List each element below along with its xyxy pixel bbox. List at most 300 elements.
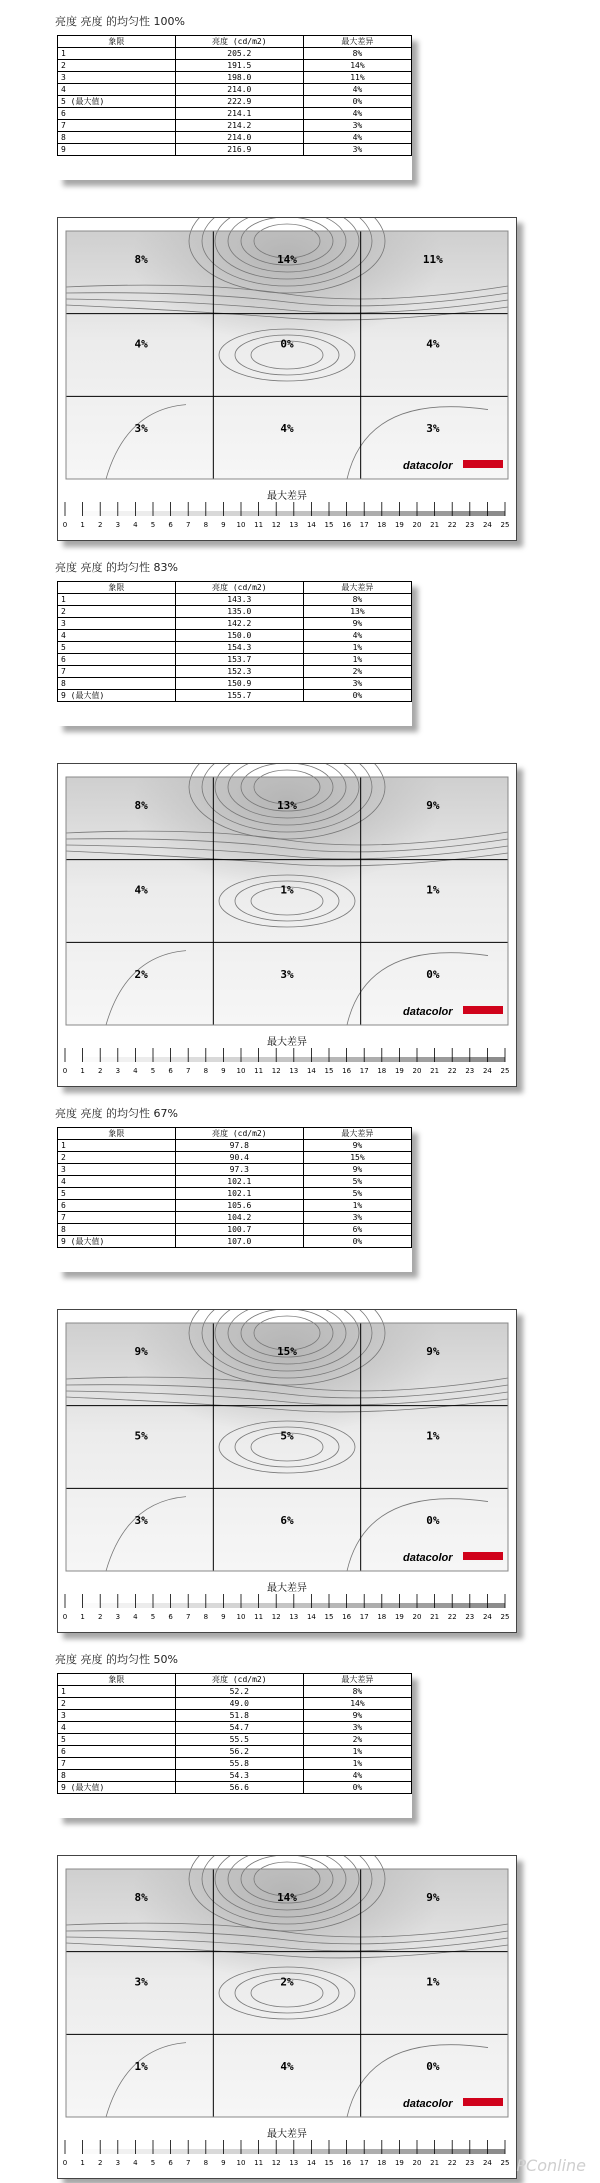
scale-tick-label: 0	[62, 521, 68, 529]
scale-tick-label: 19	[394, 1067, 404, 1075]
scale-swatch	[364, 511, 382, 516]
table-cell: 4%	[303, 84, 411, 96]
scale-swatch	[188, 1603, 206, 1608]
quadrant-value-label: 9%	[134, 1345, 148, 1359]
uniformity-heatmap	[57, 1855, 517, 2179]
scale-swatch	[241, 2149, 259, 2154]
scale-swatch	[435, 1057, 453, 1062]
scale-swatch	[382, 2149, 400, 2154]
quadrant-value-label: 6%	[280, 1513, 294, 1527]
table-cell: 104.2	[175, 1212, 303, 1224]
scale-tick-label: 5	[150, 521, 156, 529]
table-row	[58, 1698, 412, 1710]
scale-swatch	[399, 2149, 417, 2154]
table-cell: 1	[58, 1140, 176, 1152]
scale-swatch	[435, 2149, 453, 2154]
table-cell: 8%	[303, 1686, 411, 1698]
scale-tick-label: 12	[271, 1613, 281, 1621]
scale-swatch	[171, 1057, 189, 1062]
table-row	[58, 1164, 412, 1176]
table-header: 亮度 (cd/m2)	[175, 582, 303, 594]
scale-swatch	[470, 2149, 488, 2154]
scale-tick-label: 10	[236, 1613, 246, 1621]
scale-tick-label: 12	[271, 2159, 281, 2167]
luminance-table	[57, 581, 412, 726]
scale-tick-label: 0	[62, 1067, 68, 1075]
scale-swatch	[399, 1603, 417, 1608]
table-row	[58, 1746, 412, 1758]
table-cell: 4	[58, 84, 176, 96]
table-cell: 4%	[303, 132, 411, 144]
scale-tick-label: 15	[324, 1067, 334, 1075]
table-header-row	[58, 1674, 412, 1686]
quadrant-value-label: 4%	[134, 883, 148, 897]
luminance-table	[57, 35, 412, 180]
logo-text: datacolor	[403, 2098, 453, 2110]
difference-scale	[63, 1594, 510, 1621]
table-cell: 1	[58, 48, 176, 60]
table-cell: 5	[58, 1188, 176, 1200]
scale-tick-label: 9	[221, 1613, 226, 1621]
table-header: 最大差异	[303, 1128, 411, 1140]
difference-scale	[63, 1048, 510, 1075]
scale-tick-label: 3	[115, 1613, 121, 1621]
scale-swatch	[417, 511, 435, 516]
table-cell: 0%	[303, 1236, 411, 1248]
table-cell: 7	[58, 666, 176, 678]
scale-swatch	[347, 1057, 365, 1062]
table-cell: 7	[58, 1758, 176, 1770]
quadrant-value-label: 8%	[134, 253, 148, 267]
quadrant-value-label: 1%	[134, 2059, 148, 2073]
scale-swatch	[135, 1057, 153, 1062]
table-cell: 3	[58, 1710, 176, 1722]
table-cell: 6	[58, 108, 176, 120]
quadrant-value-label: 8%	[134, 799, 148, 813]
quadrant-value-label: 9%	[426, 799, 440, 813]
scale-swatch	[259, 2149, 277, 2154]
quadrant-value-label: 1%	[426, 1429, 440, 1443]
scale-tick-label: 3	[115, 2159, 121, 2167]
scale-tick-label: 17	[359, 1613, 369, 1621]
scale-tick-label: 1	[80, 1067, 85, 1075]
table-row	[58, 96, 412, 108]
table-row	[58, 1140, 412, 1152]
table-cell: 3%	[303, 144, 411, 156]
scale-swatch	[417, 1603, 435, 1608]
scale-swatch	[399, 511, 417, 516]
scale-tick-label: 6	[168, 521, 173, 529]
scale-tick-label: 4	[133, 521, 138, 529]
uniformity-heatmap	[57, 763, 517, 1087]
scale-tick-label: 5	[150, 2159, 156, 2167]
scale-swatch	[65, 1057, 83, 1062]
uniformity-section	[0, 546, 600, 1091]
scale-tick-label: 21	[430, 2159, 440, 2167]
scale-swatch	[83, 1057, 101, 1062]
table-cell: 150.9	[175, 678, 303, 690]
scale-tick-label: 15	[324, 2159, 334, 2167]
table-header: 最大差异	[303, 1674, 411, 1686]
scale-swatch	[65, 2149, 83, 2154]
table-cell: 5%	[303, 1176, 411, 1188]
table-cell: 2%	[303, 666, 411, 678]
uniformity-heatmap	[57, 217, 517, 541]
section-title: 亮度 亮度 的均匀性 67%	[55, 1107, 178, 1120]
scale-swatch	[347, 511, 365, 516]
scale-swatch	[364, 1603, 382, 1608]
table-cell: 6	[58, 1200, 176, 1212]
table-cell: 3	[58, 1164, 176, 1176]
scale-swatch	[118, 511, 136, 516]
scale-swatch	[206, 511, 224, 516]
table-cell: 1%	[303, 1758, 411, 1770]
quadrant-value-label: 14%	[277, 253, 297, 267]
table-cell: 15%	[303, 1152, 411, 1164]
table-cell: 2%	[303, 1734, 411, 1746]
table-cell: 0%	[303, 96, 411, 108]
table-cell: 9%	[303, 1710, 411, 1722]
table-cell: 51.8	[175, 1710, 303, 1722]
section-title: 亮度 亮度 的均匀性 83%	[55, 561, 178, 574]
scale-tick-label: 16	[342, 521, 352, 529]
table-row	[58, 630, 412, 642]
table-cell: 4%	[303, 108, 411, 120]
scale-tick-label: 13	[289, 2159, 299, 2167]
table-cell: 216.9	[175, 144, 303, 156]
table-cell: 9	[58, 144, 176, 156]
scale-tick-label: 5	[150, 1067, 156, 1075]
table-cell: 55.5	[175, 1734, 303, 1746]
table-cell: 8	[58, 1224, 176, 1236]
table-row	[58, 594, 412, 606]
scale-tick-label: 16	[342, 1067, 352, 1075]
scale-swatch	[153, 2149, 171, 2154]
scale-swatch	[241, 1603, 259, 1608]
table-header: 象限	[58, 1674, 176, 1686]
quadrant-value-label: 3%	[134, 1975, 148, 1989]
table-row	[58, 1782, 412, 1794]
scale-swatch	[259, 511, 277, 516]
scale-swatch	[188, 1057, 206, 1062]
scale-swatch	[276, 1057, 294, 1062]
table-header: 象限	[58, 582, 176, 594]
scale-swatch	[135, 511, 153, 516]
scale-tick-label: 9	[221, 1067, 226, 1075]
scale-tick-label: 14	[306, 2159, 316, 2167]
scale-tick-label: 2	[97, 2159, 103, 2167]
scale-tick-label: 2	[97, 521, 103, 529]
table-header: 象限	[58, 1128, 176, 1140]
table-cell: 205.2	[175, 48, 303, 60]
scale-swatch	[364, 1057, 382, 1062]
scale-swatch	[223, 2149, 241, 2154]
quadrant-value-label: 1%	[426, 883, 440, 897]
table-cell: 56.2	[175, 1746, 303, 1758]
table-cell: 3%	[303, 678, 411, 690]
table-row	[58, 1236, 412, 1248]
scale-swatch	[206, 2149, 224, 2154]
scale-swatch	[382, 1603, 400, 1608]
table-row	[58, 1200, 412, 1212]
table-cell: 6%	[303, 1224, 411, 1236]
scale-tick-label: 13	[289, 1613, 299, 1621]
table-row	[58, 666, 412, 678]
scale-swatch	[100, 1603, 118, 1608]
scale-swatch	[417, 1057, 435, 1062]
table-cell: 4%	[303, 1770, 411, 1782]
logo-bar	[463, 1006, 503, 1014]
table-header: 象限	[58, 36, 176, 48]
scale-swatch	[399, 1057, 417, 1062]
table-row	[58, 1152, 412, 1164]
quadrant-value-label: 0%	[426, 1513, 440, 1527]
quadrant-value-label: 14%	[277, 1891, 297, 1905]
scale-tick-label: 6	[168, 2159, 173, 2167]
table-cell: 214.1	[175, 108, 303, 120]
table-cell: 214.0	[175, 132, 303, 144]
scale-swatch	[294, 2149, 312, 2154]
scale-swatch	[118, 1057, 136, 1062]
scale-swatch	[171, 511, 189, 516]
quadrant-value-label: 1%	[426, 1975, 440, 1989]
scale-swatch	[364, 2149, 382, 2154]
scale-tick-label: 21	[430, 521, 440, 529]
scale-tick-label: 4	[133, 1067, 138, 1075]
scale-swatch	[470, 1603, 488, 1608]
table-cell: 5	[58, 1734, 176, 1746]
scale-tick-label: 2	[97, 1067, 103, 1075]
table-cell: 6	[58, 1746, 176, 1758]
scale-tick-label: 12	[271, 1067, 281, 1075]
table-row	[58, 1686, 412, 1698]
table-cell: 2	[58, 1698, 176, 1710]
section-title: 亮度 亮度 的均匀性 100%	[55, 15, 185, 28]
scale-tick-label: 13	[289, 521, 299, 529]
scale-tick-label: 15	[324, 1613, 334, 1621]
quadrant-value-label: 2%	[134, 967, 148, 981]
scale-swatch	[118, 1603, 136, 1608]
scale-tick-label: 22	[447, 2159, 457, 2167]
logo-bar	[463, 2098, 503, 2106]
table-cell: 4	[58, 630, 176, 642]
table-cell: 153.7	[175, 654, 303, 666]
scale-swatch	[487, 1057, 505, 1062]
scale-swatch	[153, 511, 171, 516]
table-cell: 1%	[303, 1200, 411, 1212]
scale-swatch	[135, 2149, 153, 2154]
table-cell: 150.0	[175, 630, 303, 642]
quadrant-value-label: 4%	[134, 337, 148, 351]
table-cell: 9 (最大值)	[58, 1236, 176, 1248]
scale-swatch	[206, 1603, 224, 1608]
quadrant-value-label: 0%	[426, 967, 440, 981]
scale-swatch	[83, 511, 101, 516]
scale-title: 最大差异	[267, 491, 307, 502]
scale-tick-label: 1	[80, 1613, 85, 1621]
scale-swatch	[153, 1603, 171, 1608]
table-cell: 4%	[303, 630, 411, 642]
scale-tick-label: 5	[150, 1613, 156, 1621]
scale-title: 最大差异	[267, 1037, 307, 1048]
quadrant-value-label: 11%	[422, 253, 443, 267]
table-row	[58, 654, 412, 666]
scale-tick-label: 22	[447, 1613, 457, 1621]
table-header-row	[58, 36, 412, 48]
scale-swatch	[470, 1057, 488, 1062]
scale-tick-label: 21	[430, 1067, 440, 1075]
table-cell: 1	[58, 1686, 176, 1698]
scale-swatch	[206, 1057, 224, 1062]
scale-swatch	[188, 2149, 206, 2154]
scale-tick-label: 11	[254, 1067, 264, 1075]
table-row	[58, 618, 412, 630]
scale-swatch	[171, 1603, 189, 1608]
uniformity-section	[0, 1092, 600, 1637]
scale-swatch	[435, 511, 453, 516]
table-row	[58, 1770, 412, 1782]
table-row	[58, 1176, 412, 1188]
scale-swatch	[259, 1057, 277, 1062]
table-cell: 1%	[303, 654, 411, 666]
table-cell: 9%	[303, 618, 411, 630]
scale-tick-label: 9	[221, 521, 226, 529]
table-row	[58, 1722, 412, 1734]
table-cell: 4	[58, 1722, 176, 1734]
quadrant-value-label: 15%	[277, 1345, 297, 1359]
table-row	[58, 132, 412, 144]
quadrant-value-label: 13%	[277, 799, 297, 813]
scale-tick-label: 14	[306, 1613, 316, 1621]
scale-tick-label: 13	[289, 1067, 299, 1075]
table-row	[58, 1212, 412, 1224]
luminance-table	[57, 1127, 412, 1272]
scale-swatch	[487, 2149, 505, 2154]
scale-swatch	[259, 1603, 277, 1608]
table-cell: 0%	[303, 1782, 411, 1794]
uniformity-section	[0, 0, 600, 545]
scale-tick-label: 4	[133, 2159, 138, 2167]
watermark: PConline	[516, 2156, 586, 2175]
scale-swatch	[100, 2149, 118, 2154]
table-header: 亮度 (cd/m2)	[175, 1674, 303, 1686]
table-cell: 97.3	[175, 1164, 303, 1176]
table-cell: 142.2	[175, 618, 303, 630]
scale-tick-label: 17	[359, 2159, 369, 2167]
table-cell: 9 (最大值)	[58, 1782, 176, 1794]
scale-swatch	[241, 1057, 259, 1062]
table-cell: 3%	[303, 1212, 411, 1224]
scale-tick-label: 23	[465, 1067, 475, 1075]
scale-tick-label: 7	[185, 1067, 191, 1075]
quadrant-value-label: 0%	[280, 337, 294, 351]
scale-tick-label: 23	[465, 1613, 475, 1621]
scale-tick-label: 23	[465, 521, 475, 529]
scale-tick-label: 10	[236, 521, 246, 529]
scale-tick-label: 24	[482, 2159, 492, 2167]
scale-swatch	[171, 2149, 189, 2154]
table-cell: 9%	[303, 1140, 411, 1152]
scale-swatch	[294, 511, 312, 516]
table-row	[58, 144, 412, 156]
table-cell: 14%	[303, 1698, 411, 1710]
table-cell: 97.8	[175, 1140, 303, 1152]
scale-tick-label: 8	[203, 2159, 209, 2167]
table-row	[58, 72, 412, 84]
scale-swatch	[311, 2149, 329, 2154]
table-header-row	[58, 582, 412, 594]
quadrant-value-label: 5%	[134, 1429, 148, 1443]
uniformity-heatmap	[57, 1309, 517, 1633]
scale-tick-label: 2	[97, 1613, 103, 1621]
table-cell: 3%	[303, 1722, 411, 1734]
scale-tick-label: 1	[80, 521, 85, 529]
table-cell: 54.3	[175, 1770, 303, 1782]
scale-swatch	[382, 511, 400, 516]
table-cell: 8	[58, 1770, 176, 1782]
difference-scale	[63, 502, 510, 529]
table-cell: 4	[58, 1176, 176, 1188]
table-cell: 5%	[303, 1188, 411, 1200]
table-row	[58, 84, 412, 96]
scale-tick-label: 11	[254, 1613, 264, 1621]
table-header: 亮度 (cd/m2)	[175, 1128, 303, 1140]
scale-tick-label: 18	[377, 521, 387, 529]
table-cell: 152.3	[175, 666, 303, 678]
scale-tick-label: 3	[115, 521, 121, 529]
scale-swatch	[329, 1603, 347, 1608]
table-cell: 222.9	[175, 96, 303, 108]
scale-swatch	[276, 511, 294, 516]
table-cell: 5	[58, 642, 176, 654]
scale-tick-label: 1	[80, 2159, 85, 2167]
logo-text: datacolor	[403, 1006, 453, 1018]
quadrant-value-label: 2%	[280, 1975, 294, 1989]
table-row	[58, 606, 412, 618]
table-row	[58, 690, 412, 702]
scale-tick-label: 25	[500, 521, 510, 529]
scale-swatch	[311, 1057, 329, 1062]
scale-swatch	[329, 1057, 347, 1062]
table-cell: 8%	[303, 48, 411, 60]
table-cell: 3	[58, 72, 176, 84]
scale-swatch	[470, 511, 488, 516]
scale-swatch	[435, 1603, 453, 1608]
scale-swatch	[452, 1603, 470, 1608]
scale-tick-label: 20	[412, 521, 422, 529]
scale-swatch	[223, 511, 241, 516]
scale-tick-label: 19	[394, 2159, 404, 2167]
quadrant-value-label: 4%	[426, 337, 440, 351]
scale-swatch	[487, 1603, 505, 1608]
scale-tick-label: 18	[377, 2159, 387, 2167]
table-cell: 11%	[303, 72, 411, 84]
table-row	[58, 678, 412, 690]
table-cell: 105.6	[175, 1200, 303, 1212]
table-cell: 214.2	[175, 120, 303, 132]
scale-swatch	[311, 1603, 329, 1608]
quadrant-value-label: 1%	[280, 883, 294, 897]
scale-tick-label: 7	[185, 2159, 191, 2167]
scale-tick-label: 4	[133, 1613, 138, 1621]
scale-tick-label: 20	[412, 2159, 422, 2167]
table-cell: 1%	[303, 1746, 411, 1758]
table-cell: 3%	[303, 120, 411, 132]
scale-tick-label: 20	[412, 1613, 422, 1621]
table-cell: 107.0	[175, 1236, 303, 1248]
scale-swatch	[294, 1057, 312, 1062]
scale-tick-label: 8	[203, 1613, 209, 1621]
